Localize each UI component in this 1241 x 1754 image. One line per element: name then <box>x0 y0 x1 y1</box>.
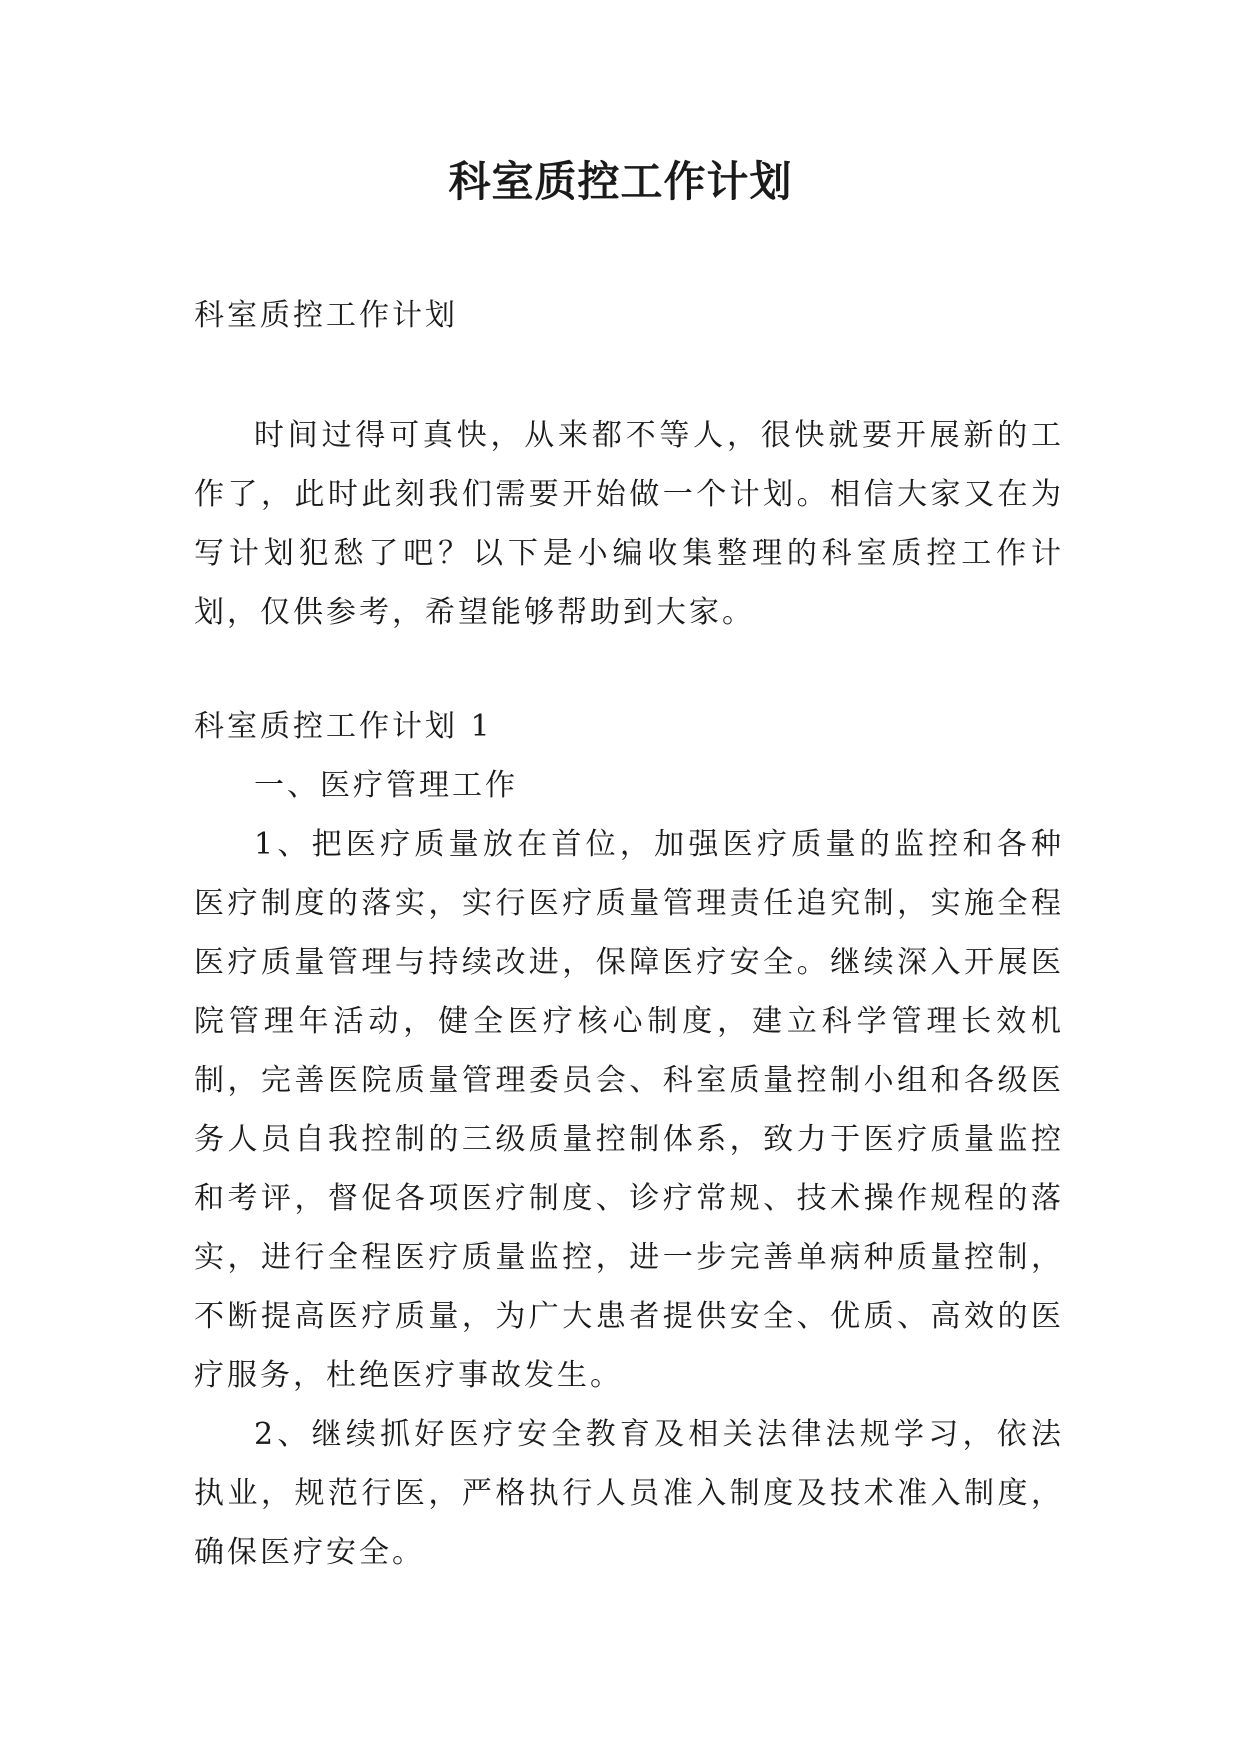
intro-paragraph: 时间过得可真快，从来都不等人，很快就要开展新的工作了，此时此刻我们需要开始做一个计划。相信大家又在为写计划犯愁了吧？以下是小编收集整理的科室质控工作计划，仅供参考，希望能够帮助到大家。 <box>194 418 1064 630</box>
document-title: 科室质控工作计划 <box>448 157 793 206</box>
intro-block <box>194 406 1064 642</box>
section-subheading: 一、医疗管理工作 <box>254 768 518 803</box>
document-subtitle: 科室质控工作计划 <box>194 298 458 333</box>
plan-section <box>194 697 1064 1582</box>
section-heading: 科室质控工作计划 1 <box>194 709 493 744</box>
plan-item-2: 2、继续抓好医疗安全教育及相关法律法规学习，依法执业，规范行医，严格执行人员准入制度及技术准入制度，确保医疗安全。 <box>194 1417 1064 1570</box>
plan-item-1: 1、把医疗质量放在首位，加强医疗质量的监控和各种医疗制度的落实，实行医疗质量管理责任追究制，实施全程医疗质量管理与持续改进，保障医疗安全。继续深入开展医院管理年活动，健全医疗核心制度，建立科学管理长效机制，完善医院质量管理委员会、科室质量控制小组和各级医务人员自我控制的三级质量控制体系，致力于医疗质量监控和考评，督促各项医疗制度、诊疗常规、技术操作规程的落实，进行全程医疗质量监控，进一步完善单病种质量控制，不断提高医疗质量，为广大患者提供安全、优质、高效的医疗服务，杜绝医疗事故发生。 <box>194 827 1064 1393</box>
